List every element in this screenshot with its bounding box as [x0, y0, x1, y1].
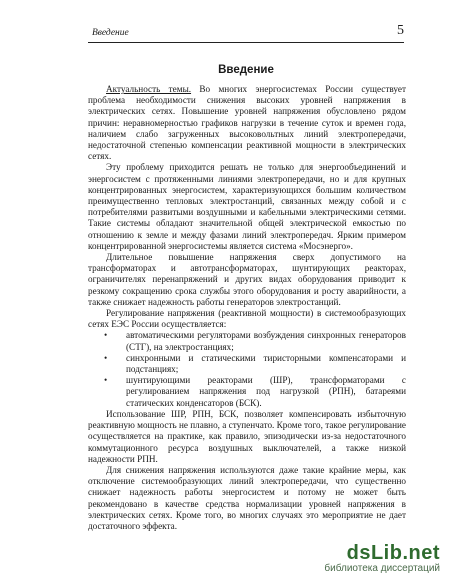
paragraph: Для снижения напряжения используются даже такие крайние меры, как отключение системообразующих линий электропередачи, что существенно снижает надежность работы энергосистем и потому не может быть рекомендовано в качестве средства нормализации уровней напряжения в электрических сетях. Кроме того, во многих случаях это мероприятие не дает достаточного эффекта.: [88, 464, 406, 531]
page-number: 5: [397, 23, 404, 38]
running-header: [88, 23, 404, 42]
header-section-title: Введение: [92, 28, 129, 38]
paragraph-intro: [88, 84, 406, 162]
watermark-subtitle: библиотека диссертаций: [324, 563, 440, 574]
paragraph: Эту проблему приходится решать не только для энергообъединений и энергосистем с протяженными линиями электропередачи, но и для крупных концентрированных энергосистем, характеризующихся большим количеством преимущественно тепловых электростанций, связанных между собой и с потребителями развитыми воздушными и кабельными электрическими сетями. Такие системы обладают значительной общей электрической емкостью по отношению к земле и между фазами линий электропередач. Ярким примером концентрированной энергосистемы является система «Мосэнерго».: [88, 162, 406, 251]
body-text: [88, 84, 406, 532]
paragraph: Длительное повышение напряжения сверх допустимого на трансформаторах и автотрансформаторах, шунтирующих реакторах, ограничителях перенапряжений и других видах оборудования приводит к резкому сокращению срока службы этого оборудования и росту аварийности, а также снижает надежность работы генераторов электростанций.: [88, 252, 406, 307]
chapter-title: Введение: [218, 64, 274, 76]
intro-text: Во многих энергосистемах России существует проблема необходимости снижения высоких уровней напряжения в электрических сетях. Повышение уровней напряжения обусловлено рядом причин: неравномерностью графиков нагрузки в течение суток и времен года, наличием слабо загруженных высоковольтных линий электропередачи, недостаточной степенью компенсации реактивной мощности в электрических сетях.: [88, 84, 406, 162]
intro-label: Актуальность темы.: [106, 84, 192, 94]
list-item: • шунтирующими реакторами (ШР), трансформаторами с регулированием напряжения под нагрузкой (РПН), батареями статических конденсаторов (БСК).: [118, 375, 406, 409]
watermark: [324, 542, 440, 574]
list-item: • синхронными и статическими тиристорными компенсаторами и подстанциях;: [118, 353, 406, 375]
regulation-list: [88, 330, 406, 408]
paragraph: Использование ШР, РПН, БСК, позволяет компенсировать избыточную реактивную мощность не плавно, а ступенчато. Кроме того, такое регулирование осуществляется на практике, как правило, эпизодически из-за недостаточного коммутационного ресурса воздушных выключателей, а также низкой надежности РПН.: [88, 408, 407, 464]
list-item: • автоматическими регуляторами возбуждения синхронных генераторов (СТГ), на электростанциях;: [118, 330, 406, 352]
header-divider: [88, 42, 404, 43]
watermark-logo: dsLib.net: [346, 542, 440, 564]
paragraph: Регулирование напряжения (реактивной мощности) в системообразующих сетях ЕЭС России осуществляется:: [88, 308, 406, 330]
